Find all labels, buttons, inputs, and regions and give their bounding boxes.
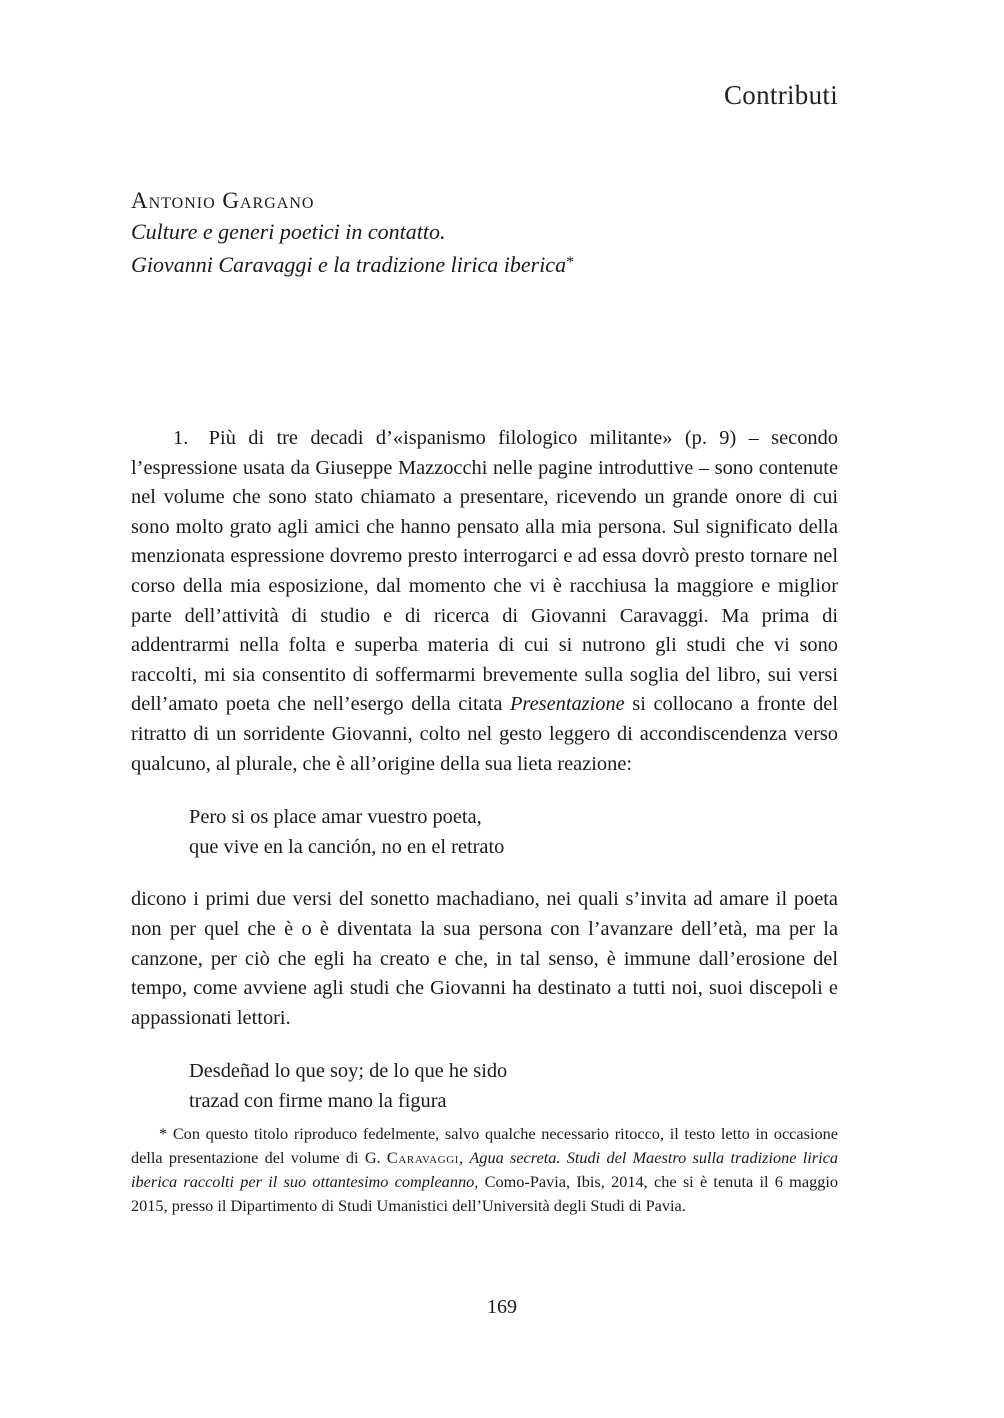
verse-2-line-1: Desdeñad lo que soy; de lo que he sido — [189, 1060, 508, 1083]
author-name: Antonio Gargano — [131, 188, 315, 213]
running-head: Contributi — [723, 80, 838, 110]
article-title-line-1: Culture e generi poetici in contatto. — [131, 219, 446, 244]
paragraph-1-start: 1. Più di tre decadi d’«ispanismo filologico militante» (p. 9) – secondo l’espressione usata da Giuseppe Mazzocchi nelle pagine introduttive – sono contenute nel volume che sono stato chiamato a presentare, ricevendo un grande onore di cui sono molto grato agli amici che hanno pensato alla mia persona. Sul significato della menzionata espressione dovremo presto interrogarci e ad essa dovrò presto tornare nel corso della mia esposizione, dal momento che vi è racchiusa la maggiore e miglior parte dell’attività di studio e di ricerca di Giovanni Caravaggi. Ma prima di addentrarmi nella folta e superba materia di cui si nutrono gli studi che vi sono raccolti, mi sia consentito di soffermarmi brevemente sulla soglia del libro, sui versi dell’amato poeta che nell’esergo della citata — [131, 427, 838, 716]
verse-quote-1 — [189, 803, 838, 862]
paragraph-2: dicono i primi due versi del sonetto machadiano, nei quali s’invita ad amare il poeta non per quel che è o è diventata la sua persona con l’avanzare dell’età, ma per la canzone, per ciò che egli ha creato e che, in tal senso, è immune dall’erosione del tempo, come avviene agli studi che Giovanni ha destinato a tutti noi, suoi discepoli e appassionati lettori. — [131, 888, 838, 1029]
page-number: 169 — [487, 1296, 517, 1318]
footnote-tail: Como-Pavia, Ibis, 2014, che si è tenuta il 6 maggio 2015, presso il Dipartimento di Studi Umanistici dell’Università degli Studi di Pavia. — [131, 1172, 839, 1215]
presentazione-italic: Presentazione — [509, 693, 625, 716]
verse-2-line-2: trazad con firme mano la figura — [189, 1089, 447, 1112]
verse-1-line-2: que vive en la canción, no en el retrato — [189, 835, 505, 858]
article-title-line-2 — [131, 247, 851, 280]
article-header — [131, 185, 851, 280]
article-title-line-2-text: Giovanni Caravaggi e la tradizione lirica iberica — [131, 252, 567, 277]
footnote-book-title: Agua secreta. Studi del Maestro sulla tradizione lirica iberica raccolti per il suo ottantesimo compleanno, — [131, 1148, 839, 1191]
paragraph-1-end: si collocano a fronte del ritratto di un sorridente Giovanni, colto nel gesto leggero di accondiscendenza verso qualcuno, al plurale, che è all’origine della sua lieta reazione: — [131, 693, 839, 775]
footnote-comma: , — [459, 1148, 470, 1167]
verse-1-line-1: Pero si os place amar vuestro poeta, — [189, 806, 482, 829]
paragraph-1 — [131, 424, 838, 779]
footnote-lead: * Con questo titolo riproduco fedelmente, salvo qualche necessario ritocco, il testo letto in occasione della presentazione del volume di G. — [131, 1124, 838, 1167]
footnote — [131, 1122, 838, 1218]
title-footnote-marker: * — [566, 254, 575, 271]
footnote-author: Caravaggi — [386, 1148, 460, 1167]
article-body — [131, 424, 838, 1139]
verse-quote-2 — [189, 1057, 838, 1116]
footnote-text — [131, 1122, 838, 1218]
